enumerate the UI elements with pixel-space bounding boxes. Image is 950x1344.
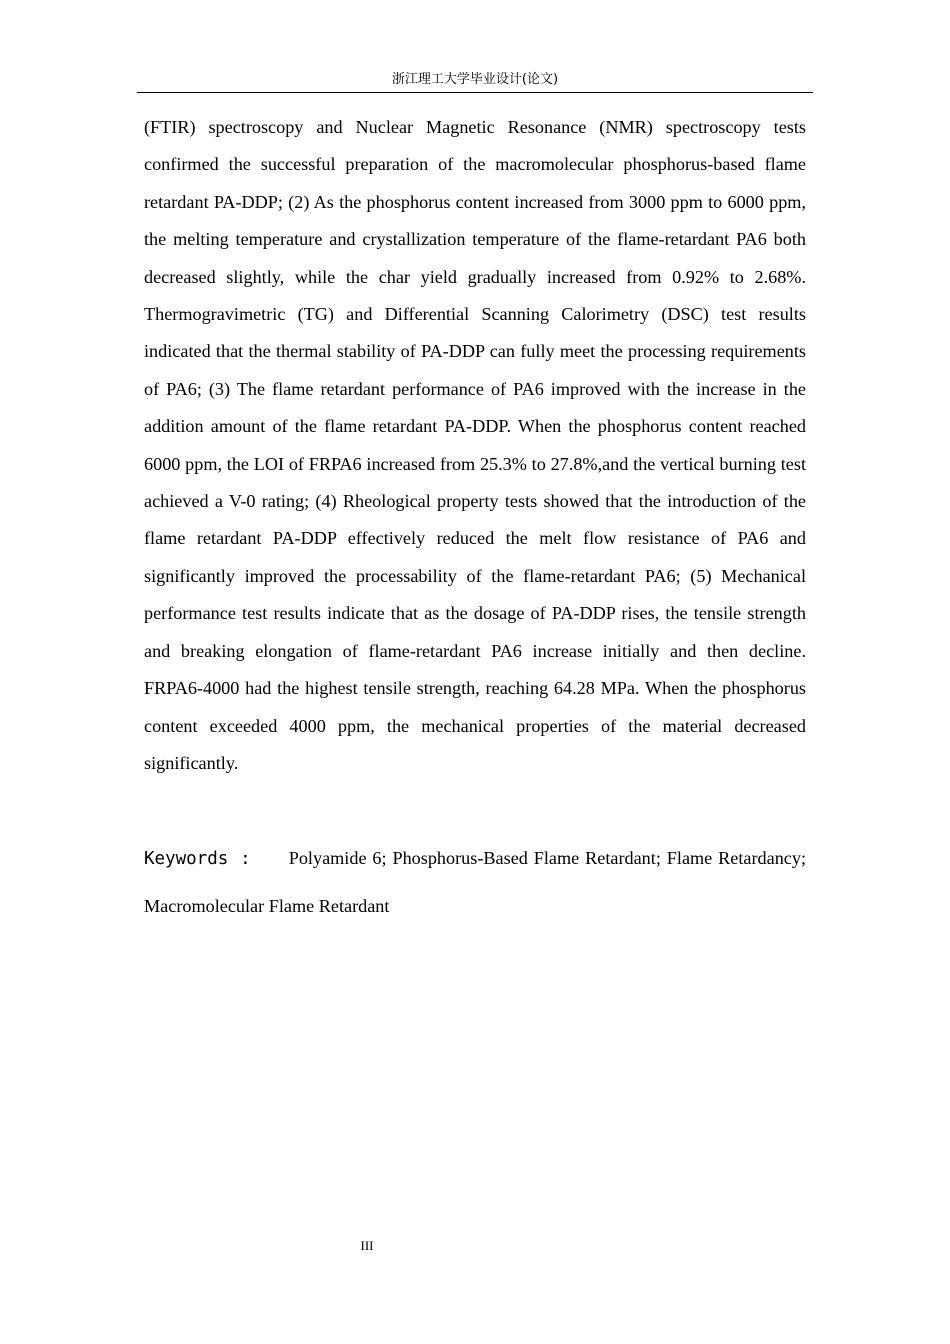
- abstract-body: (FTIR) spectroscopy and Nuclear Magnetic Resonance (NMR) spectroscopy tests confirmed the successful preparation of the macromolecular phosphorus-based flame retardant PA-DDP; (2) As the phosphorus content increased from 3000 ppm to 6000 ppm, the melting temperature and crystallization temperature of the flame-retardant PA6 both decreased slightly, while the char yield gradually increased from 0.92% to 2.68%. Thermogravimetric (TG) and Differential Scanning Calorimetry (DSC) test results indicated that the thermal stability of PA-DDP can fully meet the processing requirements of PA6; (3) The flame retardant performance of PA6 improved with the increase in the addition amount of the flame retardant PA-DDP. When the phosphorus content reached 6000 ppm, the LOI of FRPA6 increased from 25.3% to 27.8%,and the vertical burning test achieved a V-0 rating; (4) Rheological property tests showed that the introduction of the flame retardant PA-DDP effectively reduced the melt flow resistance of PA6 and significantly improved the processability of the flame-retardant PA6; (5) Mechanical performance test results indicate that as the dosage of PA-DDP rises, the tensile strength and breaking elongation of flame-retardant PA6 increase initially and then decline. FRPA6-4000 had the highest tensile strength, reaching 64.28 MPa. When the phosphorus content exceeded 4000 ppm, the mechanical properties of the material decreased significantly.: [144, 117, 806, 773]
- keywords-list: Polyamide 6; Phosphorus-Based Flame Retardant; Flame Retardancy; Macromolecular Flame Retardant: [144, 848, 807, 916]
- header-title: 浙江理工大学毕业设计(论文): [391, 72, 559, 87]
- page-number: III: [360, 1238, 374, 1253]
- page-header: [137, 70, 813, 93]
- keywords-label: Keywords :: [144, 849, 251, 869]
- keywords-paragraph: [144, 835, 806, 930]
